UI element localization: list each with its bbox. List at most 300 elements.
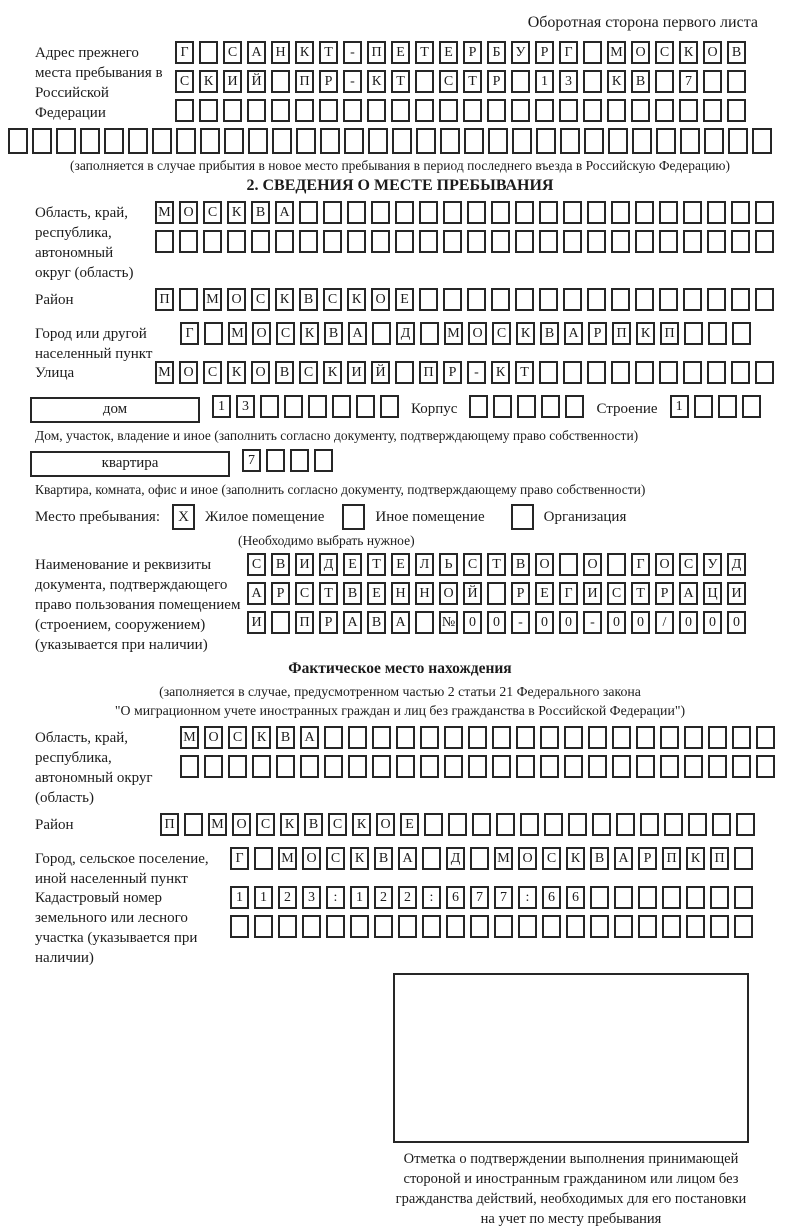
char-box[interactable] (314, 449, 333, 472)
char-box[interactable]: П (155, 288, 174, 311)
char-box[interactable] (512, 128, 532, 154)
char-box[interactable]: 6 (542, 886, 561, 909)
char-box[interactable] (511, 99, 530, 122)
char-box[interactable]: А (247, 582, 266, 605)
char-box[interactable] (614, 886, 633, 909)
char-box[interactable] (348, 726, 367, 749)
char-box[interactable] (688, 813, 707, 836)
char-box[interactable]: А (348, 322, 367, 345)
char-box[interactable]: 0 (679, 611, 698, 634)
char-box[interactable] (470, 915, 489, 938)
char-box[interactable]: К (252, 726, 271, 749)
char-box[interactable] (332, 395, 351, 418)
char-box[interactable]: П (295, 611, 314, 634)
char-box[interactable] (254, 915, 273, 938)
char-box[interactable]: В (251, 201, 270, 224)
char-box[interactable]: С (655, 41, 674, 64)
char-box[interactable] (204, 322, 223, 345)
char-box[interactable]: Е (391, 41, 410, 64)
char-box[interactable] (732, 322, 751, 345)
char-box[interactable] (566, 915, 585, 938)
char-box[interactable] (247, 99, 266, 122)
char-box[interactable] (443, 288, 462, 311)
char-box[interactable]: О (631, 41, 650, 64)
char-box[interactable]: 0 (487, 611, 506, 634)
char-box[interactable] (587, 288, 606, 311)
char-box[interactable]: : (326, 886, 345, 909)
char-box[interactable] (734, 915, 753, 938)
char-box[interactable] (308, 395, 327, 418)
char-box[interactable] (470, 847, 489, 870)
char-box[interactable] (704, 128, 724, 154)
checkbox-organization[interactable] (511, 504, 534, 530)
char-box[interactable] (295, 99, 314, 122)
char-box[interactable] (271, 99, 290, 122)
char-box[interactable] (560, 128, 580, 154)
char-box[interactable]: О (302, 847, 321, 870)
char-box[interactable] (710, 886, 729, 909)
char-box[interactable] (635, 361, 654, 384)
char-box[interactable] (319, 99, 338, 122)
char-box[interactable] (347, 230, 366, 253)
char-box[interactable] (755, 201, 774, 224)
char-box[interactable] (199, 41, 218, 64)
char-box[interactable] (324, 755, 343, 778)
char-box[interactable]: О (179, 361, 198, 384)
char-box[interactable]: Р (655, 582, 674, 605)
char-box[interactable] (380, 395, 399, 418)
char-box[interactable]: 0 (535, 611, 554, 634)
char-box[interactable]: Н (271, 41, 290, 64)
char-box[interactable]: О (583, 553, 602, 576)
char-box[interactable]: К (516, 322, 535, 345)
char-box[interactable]: М (278, 847, 297, 870)
char-box[interactable] (536, 128, 556, 154)
char-box[interactable] (635, 230, 654, 253)
char-box[interactable] (271, 70, 290, 93)
char-box[interactable] (323, 230, 342, 253)
char-box[interactable] (703, 99, 722, 122)
char-box[interactable] (518, 915, 537, 938)
char-box[interactable] (344, 128, 364, 154)
char-box[interactable]: Й (371, 361, 390, 384)
char-box[interactable]: К (607, 70, 626, 93)
char-box[interactable]: С (679, 553, 698, 576)
char-box[interactable]: П (660, 322, 679, 345)
char-box[interactable] (607, 553, 626, 576)
char-box[interactable] (180, 755, 199, 778)
char-box[interactable] (467, 230, 486, 253)
char-box[interactable]: С (323, 288, 342, 311)
char-box[interactable]: С (175, 70, 194, 93)
char-box[interactable] (443, 230, 462, 253)
char-box[interactable] (493, 395, 512, 418)
char-box[interactable] (564, 726, 583, 749)
char-box[interactable] (612, 755, 631, 778)
char-box[interactable] (467, 288, 486, 311)
char-box[interactable] (228, 755, 247, 778)
char-box[interactable]: О (204, 726, 223, 749)
char-box[interactable]: В (511, 553, 530, 576)
char-box[interactable] (732, 726, 751, 749)
char-box[interactable]: М (444, 322, 463, 345)
char-box[interactable]: К (367, 70, 386, 93)
char-box[interactable] (694, 395, 713, 418)
char-box[interactable] (252, 755, 271, 778)
char-box[interactable]: М (228, 322, 247, 345)
char-box[interactable]: Г (230, 847, 249, 870)
char-box[interactable]: О (655, 553, 674, 576)
char-box[interactable] (199, 99, 218, 122)
char-box[interactable] (487, 99, 506, 122)
char-box[interactable]: А (247, 41, 266, 64)
char-box[interactable] (347, 201, 366, 224)
char-box[interactable] (420, 726, 439, 749)
char-box[interactable]: О (703, 41, 722, 64)
char-box[interactable] (516, 755, 535, 778)
char-box[interactable]: С (247, 553, 266, 576)
char-box[interactable] (731, 201, 750, 224)
char-box[interactable]: С (328, 813, 347, 836)
char-box[interactable]: Н (415, 582, 434, 605)
char-box[interactable]: А (564, 322, 583, 345)
char-box[interactable]: К (300, 322, 319, 345)
char-box[interactable] (727, 99, 746, 122)
char-box[interactable]: М (203, 288, 222, 311)
char-box[interactable] (587, 201, 606, 224)
char-box[interactable] (708, 755, 727, 778)
char-box[interactable] (539, 361, 558, 384)
char-box[interactable] (395, 361, 414, 384)
char-box[interactable]: О (518, 847, 537, 870)
char-box[interactable]: Р (443, 361, 462, 384)
char-box[interactable]: У (703, 553, 722, 576)
char-box[interactable]: : (422, 886, 441, 909)
char-box[interactable] (179, 288, 198, 311)
char-box[interactable]: - (511, 611, 530, 634)
char-box[interactable] (323, 201, 342, 224)
char-box[interactable]: В (276, 726, 295, 749)
char-box[interactable]: С (256, 813, 275, 836)
char-box[interactable] (659, 361, 678, 384)
char-box[interactable] (611, 361, 630, 384)
char-box[interactable]: А (300, 726, 319, 749)
char-box[interactable]: Е (343, 553, 362, 576)
char-box[interactable] (422, 847, 441, 870)
char-box[interactable]: Е (391, 553, 410, 576)
char-box[interactable] (448, 813, 467, 836)
char-box[interactable]: 0 (727, 611, 746, 634)
char-box[interactable] (128, 128, 148, 154)
char-box[interactable]: 0 (703, 611, 722, 634)
char-box[interactable]: О (376, 813, 395, 836)
char-box[interactable] (415, 70, 434, 93)
char-box[interactable] (367, 99, 386, 122)
char-box[interactable]: 7 (494, 886, 513, 909)
char-box[interactable]: Т (487, 553, 506, 576)
char-box[interactable]: А (679, 582, 698, 605)
char-box[interactable]: / (655, 611, 674, 634)
char-box[interactable]: О (439, 582, 458, 605)
char-box[interactable] (756, 726, 775, 749)
char-box[interactable] (611, 288, 630, 311)
char-box[interactable]: К (636, 322, 655, 345)
char-box[interactable]: А (614, 847, 633, 870)
char-box[interactable]: В (631, 70, 650, 93)
char-box[interactable]: Г (631, 553, 650, 576)
char-box[interactable] (260, 395, 279, 418)
char-box[interactable]: Р (319, 611, 338, 634)
char-box[interactable] (300, 755, 319, 778)
char-box[interactable]: К (323, 361, 342, 384)
char-box[interactable] (272, 128, 292, 154)
char-box[interactable] (271, 611, 290, 634)
char-box[interactable]: М (180, 726, 199, 749)
char-box[interactable] (492, 755, 511, 778)
char-box[interactable]: О (232, 813, 251, 836)
char-box[interactable] (636, 755, 655, 778)
char-box[interactable]: Т (367, 553, 386, 576)
char-box[interactable]: Т (515, 361, 534, 384)
char-box[interactable] (707, 230, 726, 253)
char-box[interactable] (494, 915, 513, 938)
char-box[interactable] (424, 813, 443, 836)
char-box[interactable] (203, 230, 222, 253)
char-box[interactable]: О (251, 361, 270, 384)
char-box[interactable]: Т (415, 41, 434, 64)
char-box[interactable] (520, 813, 539, 836)
char-box[interactable]: П (160, 813, 179, 836)
char-box[interactable]: К (686, 847, 705, 870)
char-box[interactable]: С (251, 288, 270, 311)
char-box[interactable] (491, 201, 510, 224)
char-box[interactable] (395, 201, 414, 224)
char-box[interactable]: Н (391, 582, 410, 605)
char-box[interactable]: Ь (439, 553, 458, 576)
char-box[interactable]: Р (271, 582, 290, 605)
char-box[interactable] (444, 755, 463, 778)
char-box[interactable]: С (542, 847, 561, 870)
char-box[interactable]: В (299, 288, 318, 311)
char-box[interactable] (631, 99, 650, 122)
char-box[interactable]: К (350, 847, 369, 870)
char-box[interactable]: Е (535, 582, 554, 605)
char-box[interactable]: : (518, 886, 537, 909)
char-box[interactable] (251, 230, 270, 253)
char-box[interactable]: К (227, 201, 246, 224)
char-box[interactable]: К (352, 813, 371, 836)
char-box[interactable] (588, 726, 607, 749)
char-box[interactable]: А (275, 201, 294, 224)
char-box[interactable]: П (612, 322, 631, 345)
char-box[interactable] (517, 395, 536, 418)
char-box[interactable]: С (203, 201, 222, 224)
char-box[interactable]: Р (319, 70, 338, 93)
char-box[interactable]: Й (463, 582, 482, 605)
char-box[interactable]: Р (487, 70, 506, 93)
char-box[interactable] (632, 128, 652, 154)
char-box[interactable] (350, 915, 369, 938)
char-box[interactable] (587, 230, 606, 253)
char-box[interactable] (371, 201, 390, 224)
char-box[interactable] (155, 230, 174, 253)
char-box[interactable]: Т (463, 70, 482, 93)
char-box[interactable] (563, 361, 582, 384)
char-box[interactable]: Р (535, 41, 554, 64)
char-box[interactable] (302, 915, 321, 938)
char-box[interactable] (638, 886, 657, 909)
char-box[interactable] (731, 288, 750, 311)
char-box[interactable] (326, 915, 345, 938)
char-box[interactable]: К (227, 361, 246, 384)
char-box[interactable] (290, 449, 309, 472)
char-box[interactable]: В (343, 582, 362, 605)
char-box[interactable] (396, 726, 415, 749)
char-box[interactable]: С (276, 322, 295, 345)
char-box[interactable]: М (155, 361, 174, 384)
char-box[interactable] (592, 813, 611, 836)
char-box[interactable]: Р (588, 322, 607, 345)
char-box[interactable] (179, 230, 198, 253)
char-box[interactable] (395, 230, 414, 253)
char-box[interactable] (416, 128, 436, 154)
char-box[interactable]: В (590, 847, 609, 870)
char-box[interactable] (683, 201, 702, 224)
char-box[interactable] (540, 726, 559, 749)
char-box[interactable] (731, 230, 750, 253)
char-box[interactable] (539, 288, 558, 311)
char-box[interactable]: И (727, 582, 746, 605)
char-box[interactable]: Т (631, 582, 650, 605)
char-box[interactable] (616, 813, 635, 836)
char-box[interactable] (588, 755, 607, 778)
char-box[interactable] (542, 915, 561, 938)
char-box[interactable] (496, 813, 515, 836)
char-box[interactable] (472, 813, 491, 836)
char-box[interactable]: 7 (470, 886, 489, 909)
char-box[interactable]: С (223, 41, 242, 64)
char-box[interactable]: 1 (254, 886, 273, 909)
char-box[interactable] (544, 813, 563, 836)
char-box[interactable] (511, 70, 530, 93)
char-box[interactable] (683, 288, 702, 311)
char-box[interactable] (200, 128, 220, 154)
char-box[interactable]: О (371, 288, 390, 311)
char-box[interactable]: В (304, 813, 323, 836)
char-box[interactable]: С (295, 582, 314, 605)
char-box[interactable] (440, 128, 460, 154)
char-box[interactable] (230, 915, 249, 938)
char-box[interactable] (755, 361, 774, 384)
char-box[interactable]: Е (400, 813, 419, 836)
char-box[interactable] (492, 726, 511, 749)
char-box[interactable]: П (419, 361, 438, 384)
char-box[interactable]: Й (247, 70, 266, 93)
char-box[interactable]: К (491, 361, 510, 384)
char-box[interactable] (583, 70, 602, 93)
char-box[interactable]: Ц (703, 582, 722, 605)
char-box[interactable]: 2 (278, 886, 297, 909)
char-box[interactable] (224, 128, 244, 154)
char-box[interactable]: 1 (350, 886, 369, 909)
char-box[interactable] (299, 230, 318, 253)
char-box[interactable]: Т (319, 582, 338, 605)
char-box[interactable]: П (295, 70, 314, 93)
char-box[interactable]: 7 (679, 70, 698, 93)
char-box[interactable]: О (535, 553, 554, 576)
char-box[interactable]: - (343, 41, 362, 64)
char-box[interactable] (736, 813, 755, 836)
char-box[interactable] (612, 726, 631, 749)
char-box[interactable]: 0 (559, 611, 578, 634)
char-box[interactable] (664, 813, 683, 836)
char-box[interactable]: О (227, 288, 246, 311)
char-box[interactable]: 1 (670, 395, 689, 418)
char-box[interactable] (587, 361, 606, 384)
char-box[interactable]: О (179, 201, 198, 224)
char-box[interactable] (374, 915, 393, 938)
char-box[interactable] (590, 915, 609, 938)
char-box[interactable] (422, 915, 441, 938)
char-box[interactable]: Т (391, 70, 410, 93)
char-box[interactable] (710, 915, 729, 938)
char-box[interactable]: В (540, 322, 559, 345)
char-box[interactable] (584, 128, 604, 154)
char-box[interactable]: И (247, 611, 266, 634)
char-box[interactable] (372, 726, 391, 749)
char-box[interactable]: А (398, 847, 417, 870)
char-box[interactable] (368, 128, 388, 154)
char-box[interactable] (756, 755, 775, 778)
char-box[interactable] (563, 230, 582, 253)
char-box[interactable] (535, 99, 554, 122)
char-box[interactable]: Р (511, 582, 530, 605)
char-box[interactable]: С (463, 553, 482, 576)
char-box[interactable] (469, 395, 488, 418)
char-box[interactable]: О (468, 322, 487, 345)
char-box[interactable] (732, 755, 751, 778)
char-box[interactable] (635, 288, 654, 311)
char-box[interactable] (415, 99, 434, 122)
char-box[interactable] (515, 230, 534, 253)
char-box[interactable] (56, 128, 76, 154)
char-box[interactable] (679, 99, 698, 122)
char-box[interactable]: Е (395, 288, 414, 311)
char-box[interactable] (559, 553, 578, 576)
char-box[interactable]: В (324, 322, 343, 345)
char-box[interactable]: - (583, 611, 602, 634)
char-box[interactable] (742, 395, 761, 418)
char-box[interactable] (655, 99, 674, 122)
char-box[interactable] (444, 726, 463, 749)
char-box[interactable] (467, 201, 486, 224)
char-box[interactable]: 2 (398, 886, 417, 909)
char-box[interactable]: Г (180, 322, 199, 345)
char-box[interactable] (683, 361, 702, 384)
char-box[interactable] (686, 886, 705, 909)
char-box[interactable] (683, 230, 702, 253)
char-box[interactable] (419, 201, 438, 224)
char-box[interactable] (32, 128, 52, 154)
char-box[interactable]: М (155, 201, 174, 224)
char-box[interactable]: Г (559, 582, 578, 605)
char-box[interactable] (660, 755, 679, 778)
char-box[interactable]: У (511, 41, 530, 64)
char-box[interactable]: И (347, 361, 366, 384)
char-box[interactable]: Д (727, 553, 746, 576)
char-box[interactable]: А (343, 611, 362, 634)
char-box[interactable] (539, 230, 558, 253)
